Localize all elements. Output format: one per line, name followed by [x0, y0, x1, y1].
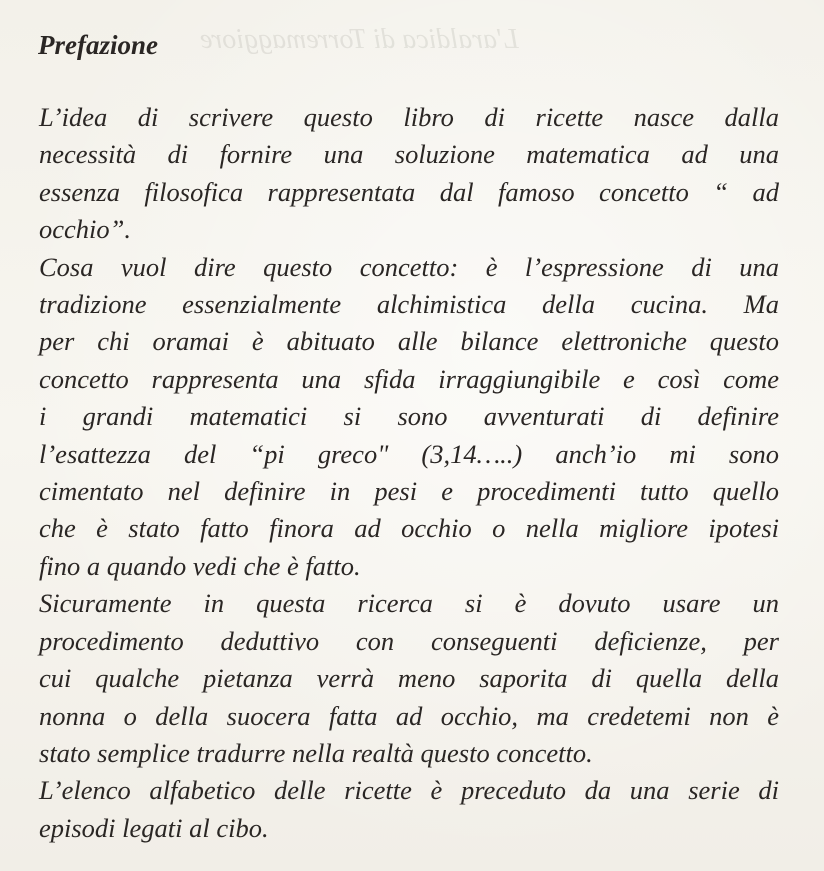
text-line: cui qualche pietanza verrà meno saporita di quella della — [39, 663, 779, 694]
text-line: Sicuramente in questa ricerca si è dovuto usare un — [39, 588, 779, 619]
text-line: stato semplice tradurre nella realtà questo concetto. — [39, 737, 593, 768]
text-line: occhio”. — [39, 214, 131, 245]
text-line: essenza filosofica rappresentata dal famoso concetto “ ad — [39, 176, 779, 207]
text-line: L’elenco alfabetico delle ricette è preceduto da una serie di — [39, 775, 779, 806]
text-line: i grandi matematici si sono avventurati di definire — [39, 401, 779, 432]
text-line: tradizione essenzialmente alchimistica della cucina. Ma — [39, 289, 779, 320]
bleed-through-text: L'araldica di Torremaggiore — [200, 24, 519, 55]
page-title: Prefazione — [38, 30, 158, 60]
text-line: concetto rappresenta una sfida irraggiungibile e così come — [39, 363, 779, 394]
text-line: Cosa vuol dire questo concetto: è l’espressione di una — [39, 251, 779, 282]
text-line: L’idea di scrivere questo libro di ricette nasce dalla — [39, 102, 779, 132]
text-line: fino a quando vedi che è fatto. — [39, 550, 361, 581]
text-line: l’esattezza del “pi greco" (3,14…..) anch’io mi sono — [39, 438, 779, 469]
preface-body — [39, 99, 779, 847]
text-line: necessità di fornire una soluzione matematica ad una — [39, 139, 779, 170]
text-line: procedimento deduttivo con conseguenti deficienze, per — [39, 625, 779, 656]
text-line: per chi oramai è abituato alle bilance elettroniche questo — [39, 326, 779, 357]
text-line: cimentato nel definire in pesi e procedimenti tutto quello — [39, 476, 779, 507]
text-line: nonna o della suocera fatta ad occhio, ma credetemi non è — [39, 700, 779, 731]
text-line: che è stato fatto finora ad occhio o nella migliore ipotesi — [39, 513, 779, 544]
text-line: episodi legati al cibo. — [39, 812, 269, 843]
